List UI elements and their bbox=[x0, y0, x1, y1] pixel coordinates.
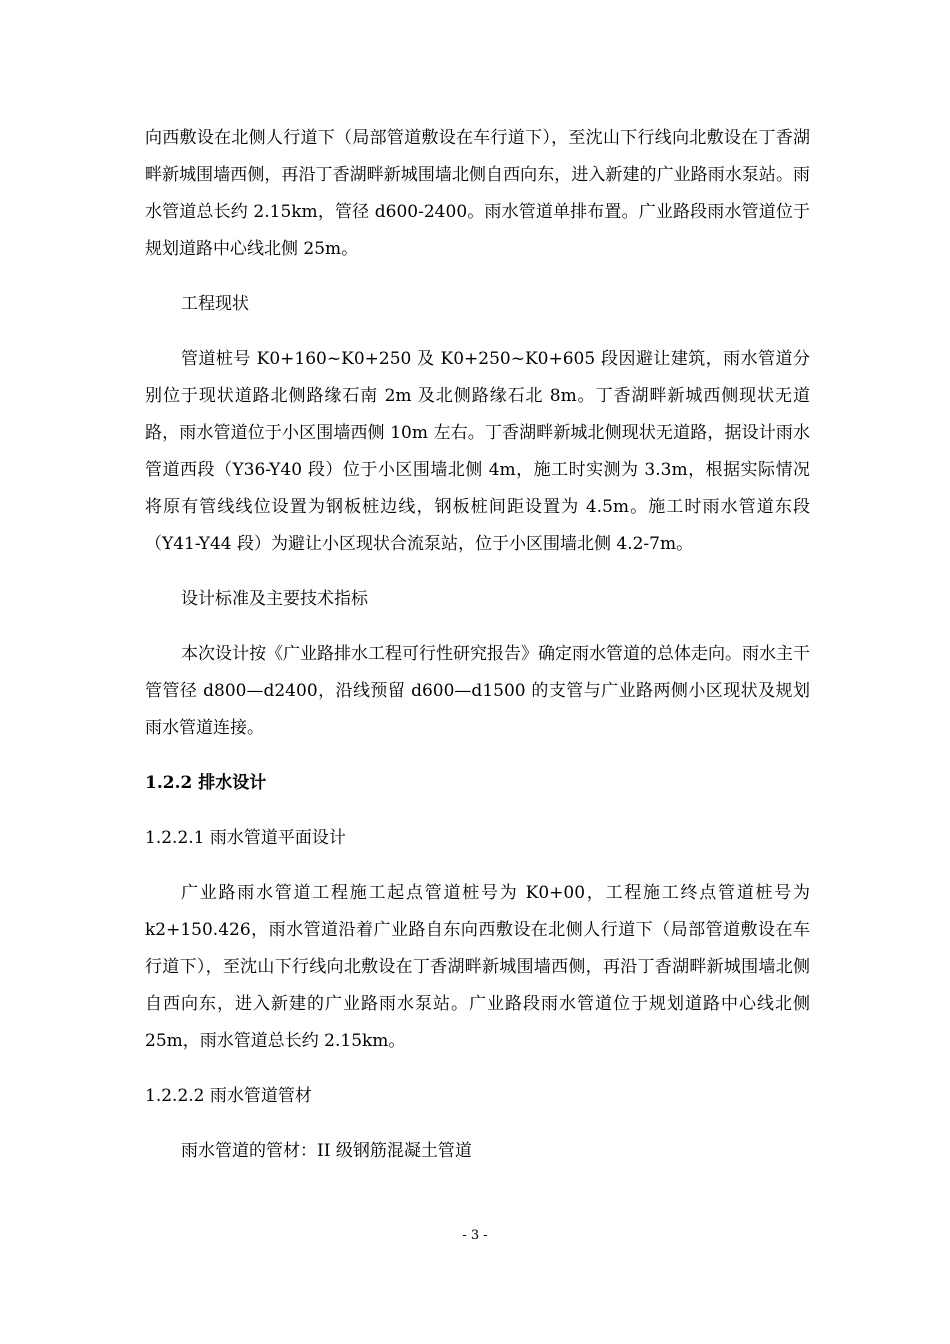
subheading-design-standards: 设计标准及主要技术指标 bbox=[181, 589, 368, 609]
subsection-heading-plan-design: 1.2.2.1 雨水管道平面设计 bbox=[145, 828, 346, 848]
page-content bbox=[145, 120, 810, 1170]
subheading-current-status: 工程现状 bbox=[181, 294, 249, 314]
paragraph-gap bbox=[145, 323, 810, 341]
paragraph-pipe-material: 雨水管道的管材：II 级钢筋混凝土管道 bbox=[181, 1141, 472, 1161]
subsection-heading-pipe-material: 1.2.2.2 雨水管道管材 bbox=[145, 1086, 312, 1106]
paragraph-gap bbox=[145, 857, 810, 875]
page-number: - 3 - bbox=[462, 1228, 488, 1243]
paragraph-pipe-route-continued: 向西敷设在北侧人行道下（局部管道敷设在车行道下），至沈山下行线向北敷设在丁香湖畔新城围墙西侧，再沿丁香湖畔新城围墙北侧自西向东，进入新建的广业路雨水泵站。雨水管道总长约 2.15km，管径 d600-2400。雨水管道单排布置。广业路段雨水管道位于规划道路中心线北侧 25m。 bbox=[145, 128, 810, 259]
paragraph-gap bbox=[145, 1060, 810, 1078]
paragraph-current-status: 管道桩号 K0+160~K0+250 及 K0+250~K0+605 段因避让建筑，雨水管道分别位于现状道路北侧路缘石南 2m 及北侧路缘石北 8m。丁香湖畔新城西侧现状无道路，雨水管道位于小区围墙西侧 10m 左右。丁香湖畔新城北侧现状无道路，据设计雨水管道西段（Y36-Y40 段）位于小区围墙北侧 4m，施工时实测为 3.3m，根据实际情况将原有管线线位设置为钢板桩边线，钢板桩间距设置为 4.5m。施工时雨水管道东段（Y41-Y44 段）为避让小区现状合流泵站，位于小区围墙北侧 4.2-7m。 bbox=[145, 349, 810, 554]
paragraph-gap bbox=[145, 1115, 810, 1133]
paragraph-design-standards: 本次设计按《广业路排水工程可行性研究报告》确定雨水管道的总体走向。雨水主干管管径 d800—d2400，沿线预留 d600—d1500 的支管与广业路两侧小区现状及规划雨水管道连接。 bbox=[145, 644, 810, 738]
paragraph-plan-design: 广业路雨水管道工程施工起点管道桩号为 K0+00，工程施工终点管道桩号为 k2+150.426，雨水管道沿着广业路自东向西敷设在北侧人行道下（局部管道敷设在车行道下），至沈山下行线向北敷设在丁香湖畔新城围墙西侧，再沿丁香湖畔新城围墙北侧自西向东，进入新建的广业路雨水泵站。广业路段雨水管道位于规划道路中心线北侧 25m，雨水管道总长约 2.15km。 bbox=[145, 883, 810, 1051]
paragraph-gap bbox=[145, 747, 810, 765]
paragraph-gap bbox=[145, 802, 810, 820]
paragraph-gap bbox=[145, 268, 810, 286]
paragraph-gap bbox=[145, 563, 810, 581]
section-heading-drainage-design: 1.2.2 排水设计 bbox=[145, 773, 267, 793]
paragraph-gap bbox=[145, 618, 810, 636]
